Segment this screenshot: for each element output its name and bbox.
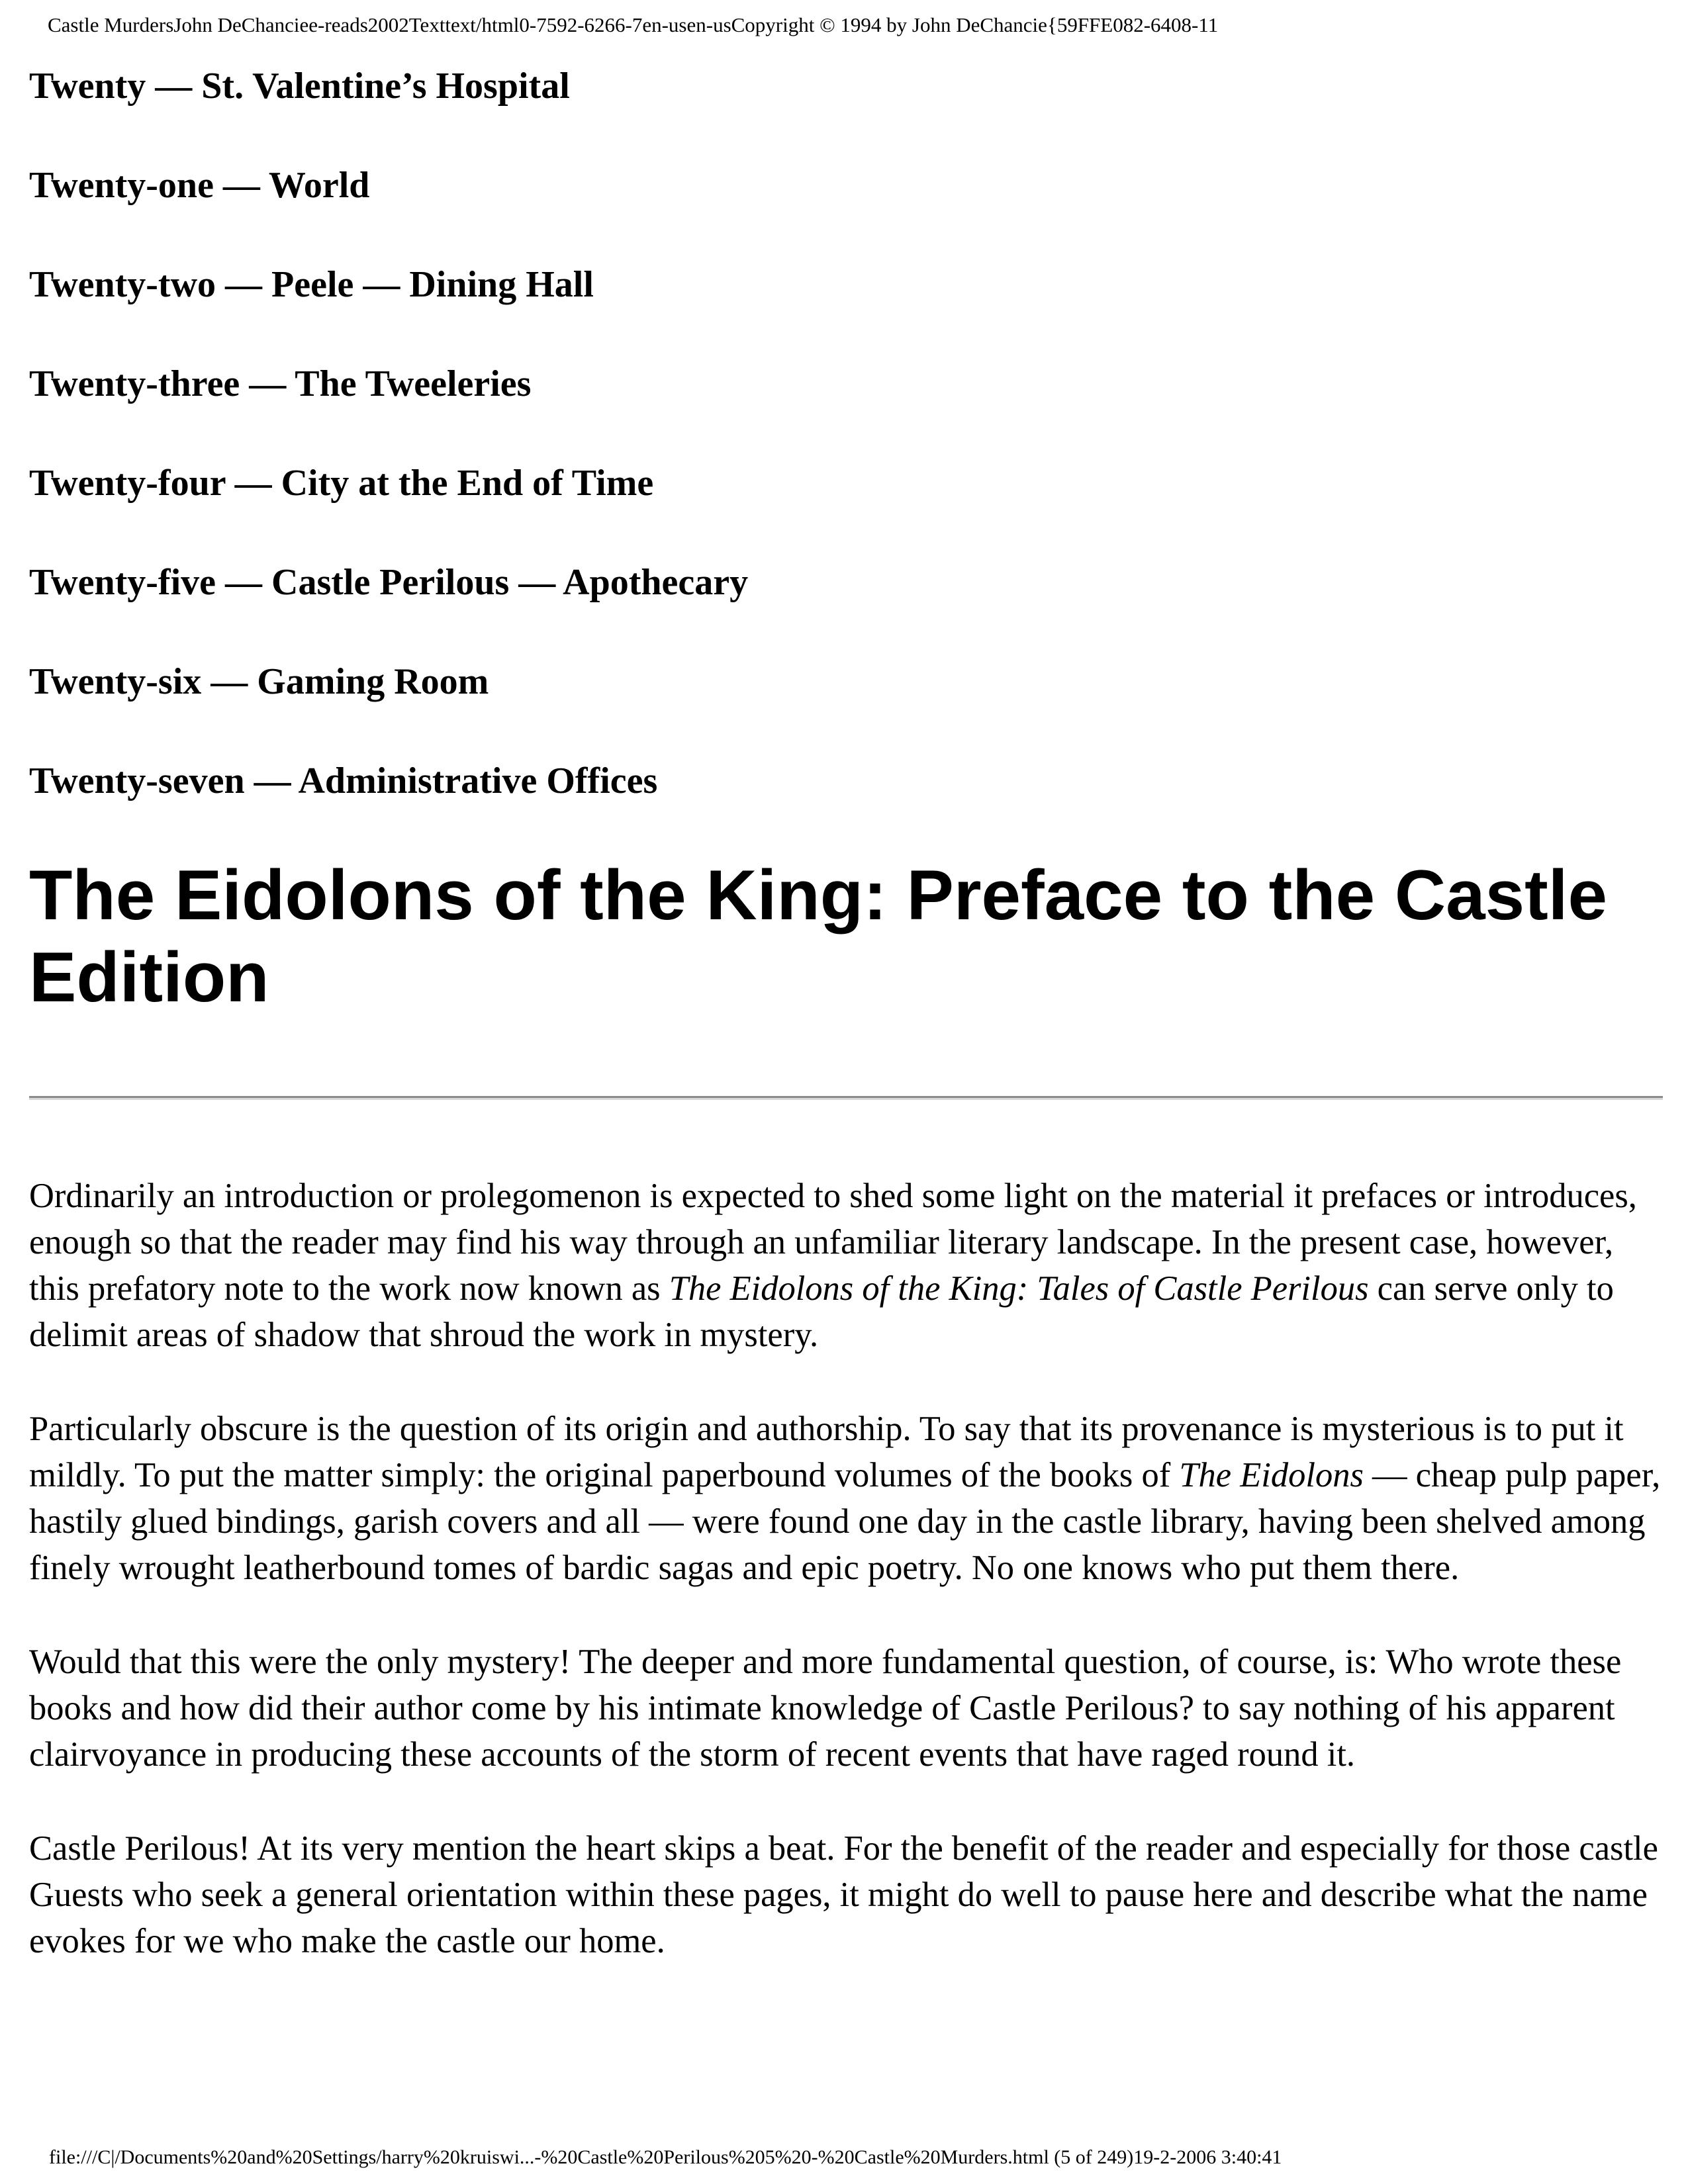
chapter-link-twenty-two[interactable]: Twenty-two — Peele — Dining Hall [29, 264, 594, 305]
paragraph-1-text-b: can serve only to delimit areas of shadow that shroud the work in mystery. [29, 1269, 1614, 1354]
chapter-link-twenty[interactable]: Twenty — St. Valentine’s Hospital [29, 66, 570, 107]
chapter-link-twenty-one[interactable]: Twenty-one — World [29, 165, 370, 206]
paragraph-2-text-b: — cheap pulp paper, hastily glued bindings, garish covers and all — were found one day in the castle library, having been shelved among finely wrought leatherbound tomes of bardic sagas and epic poetry. No one knows who put them there. [29, 1456, 1661, 1587]
paragraph-1-text-a: Ordinarily an introduction or prolegomenon is expected to shed some light on the material it prefaces or introduces, enough so that the reader may find his way through an unfamiliar literary landscape. In the present case, however, this prefatory note to the work now known as [29, 1177, 1637, 1308]
chapter-link-twenty-six[interactable]: Twenty-six — Gaming Room [29, 661, 489, 702]
chapter-list [29, 65, 1618, 859]
chapter-link-twenty-three[interactable]: Twenty-three — The Tweeleries [29, 363, 532, 404]
horizontal-rule [29, 1096, 1663, 1100]
paragraph-2-text-a: Particularly obscure is the question of its origin and authorship. To say that its provenance is mysterious is to put it mildly. To put the matter simply: the original paperbound volumes of the books of [29, 1410, 1624, 1494]
paragraph-2 [29, 1406, 1661, 1591]
paragraph-1 [29, 1173, 1661, 1358]
chapter-link-twenty-four[interactable]: Twenty-four — City at the End of Time [29, 463, 654, 504]
paragraph-4: Castle Perilous! At its very mention the heart skips a beat. For the benefit of the reader and especially for those castle Guests who seek a general orientation within these pages, it might do well to pause here and describe what the name evokes for we who make the castle our home. [29, 1829, 1658, 1960]
paragraph-3: Would that this were the only mystery! The deeper and more fundamental question, of course, is: Who wrote these books and how did their author come by his intimate knowledge of Castle Perilous? to say nothing of his apparent clairvoyance in producing these accounts of the storm of recent events that have raged round it. [29, 1643, 1622, 1774]
preface-title: The Eidolons of the King: Preface to the Castle Edition [29, 855, 1607, 1017]
book-title-emphasis-short: The Eidolons [1179, 1456, 1364, 1494]
preface-body [29, 1173, 1661, 2012]
chapter-link-twenty-five[interactable]: Twenty-five — Castle Perilous — Apothecary [29, 562, 749, 603]
book-title-emphasis: The Eidolons of the King: Tales of Castle Perilous [669, 1269, 1369, 1308]
chapter-link-twenty-seven[interactable]: Twenty-seven — Administrative Offices [29, 760, 658, 801]
page-header: Castle MurdersJohn DeChanciee-reads2002Texttext/html0-7592-6266-7en-usen-usCopyright © 1994 by John DeChancie{59FFE082-6408-11 [48, 13, 1219, 36]
page-footer: file:///C|/Documents%20and%20Settings/harry%20kruiswi...-%20Castle%20Perilous%205%20-%20Castle%20Murders.html (5 of 249)19-2-2006 3:40:41 [49, 2146, 1282, 2168]
